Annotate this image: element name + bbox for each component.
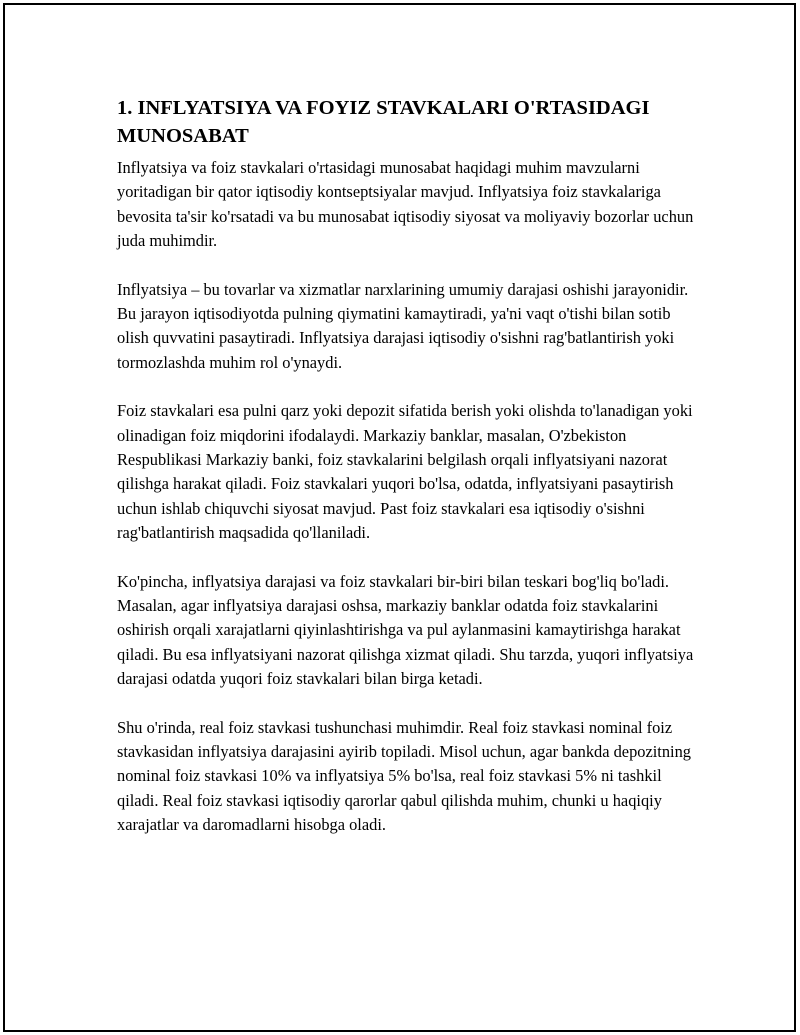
section-heading: 1. INFLYATSIYA VA FOYIZ STAVKALARI O'RTASIDAGI MUNOSABAT xyxy=(117,97,650,147)
document-body xyxy=(117,94,697,862)
paragraph-2: Inflyatsiya – bu tovarlar va xizmatlar narxlarining umumiy darajasi oshishi jarayonidir. Bu jarayon iqtisodiyotda pulning qiymatini kamaytiradi, ya'ni vaqt o'tishi bilan sotib olish quvvatini pasaytiradi. Inflyatsiya darajasi iqtisodiy o'sishni rag'batlantirish yoki tormozlashda muhim rol o'ynaydi. xyxy=(117,279,689,372)
paragraph-1: Inflyatsiya va foiz stavkalari o'rtasidagi munosabat haqidagi muhim mavzularni yoritadigan bir qator iqtisodiy kontseptsiyalar mavjud. Inflyatsiya foiz stavkalariga bevosita ta'sir ko'rsatadi va bu munosabat iqtisodiy siyosat va moliyaviy bozorlar uchun juda muhimdir. xyxy=(117,158,694,250)
paragraph-4: Ko'pincha, inflyatsiya darajasi va foiz stavkalari bir-biri bilan teskari bog'liq bo'ladi. Masalan, agar inflyatsiya darajasi oshsa, markaziy banklar odatda foiz stavkalarini oshirish orqali xarajatlarni qiyinlashtirishga va pul aylanmasini kamaytirishga harakat qiladi. Bu esa inflyatsiyani nazorat qilishga xizmat qiladi. Shu tarzda, yuqori inflyatsiya darajasi odatda yuqori foiz stavkalari bilan birga ketadi. xyxy=(117,571,694,688)
paragraph-5: Shu o'rinda, real foiz stavkasi tushunchasi muhimdir. Real foiz stavkasi nominal foiz stavkasidan inflyatsiya darajasini ayirib topiladi. Misol uchun, agar bankda depozitning nominal foiz stavkasi 10% va inflyatsiya 5% bo'lsa, real foiz stavkasi 5% ni tashkil qiladi. Real foiz stavkasi iqtisodiy qarorlar qabul qilishda muhim, chunki u haqiqiy xarajatlar va daromadlarni hisobga oladi. xyxy=(117,717,691,834)
paragraph-3: Foiz stavkalari esa pulni qarz yoki depozit sifatida berish yoki olishda to'lanadigan yoki olinadigan foiz miqdorini ifodalaydi. Markaziy banklar, masalan, O'zbekiston Respublikasi Markaziy banki, foiz stavkalarini belgilash orqali inflyatsiyani nazorat qilishga harakat qiladi. Foiz stavkalari yuqori bo'lsa, odatda, inflyatsiyani pasaytirish uchun ishlab chiquvchi siyosat mavjud. Past foiz stavkalari esa iqtisodiy o'sishni rag'batlantirish maqsadida qo'llaniladi. xyxy=(117,401,693,542)
